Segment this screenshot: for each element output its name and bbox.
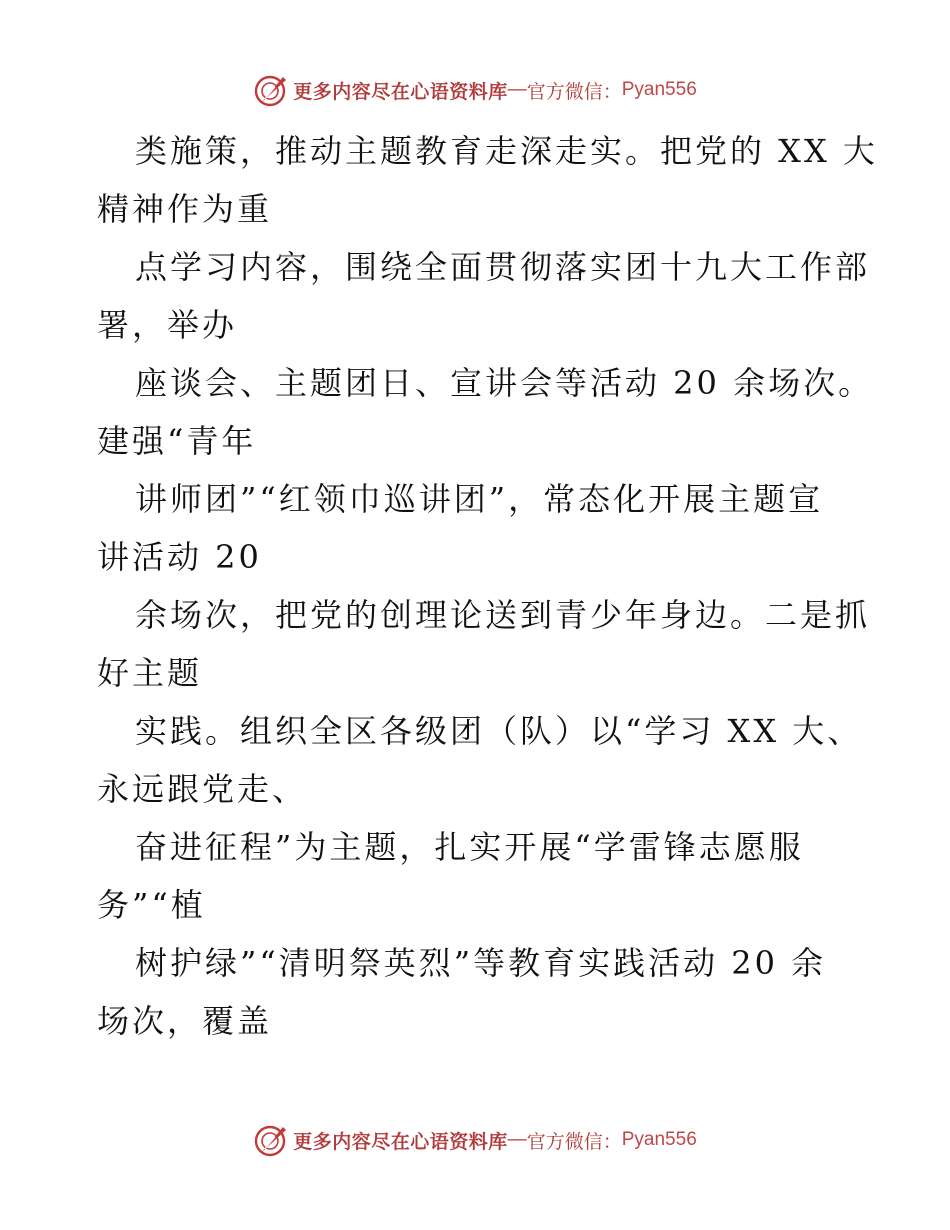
body-line: 场次，覆盖	[97, 1002, 273, 1040]
header-wechat-label: 官方微信：	[526, 80, 622, 103]
footer-site-text: 更多内容尽在心语资料库	[293, 1130, 508, 1153]
footer-banner	[0, 1120, 950, 1160]
body-line: 讲活动 20	[97, 538, 262, 576]
header-banner	[0, 70, 950, 110]
body-line: 讲师团”“红领巾巡讲团”，常态化开展主题宣	[135, 480, 824, 518]
header-dash: —	[507, 79, 527, 100]
body-line: 奋进征程”为主题，扎实开展“学雷锋志愿服	[135, 828, 804, 866]
body-line: 署，举办	[97, 306, 238, 344]
body-line: 座谈会、主题团日、宣讲会等活动 20 余场次。	[135, 364, 874, 402]
body-line: 实践。组织全区各级团（队）以“学习 XX 大、	[135, 712, 863, 750]
header-wechat-id: Pyan556	[621, 79, 697, 100]
body-line: 永远跟党走、	[97, 770, 308, 808]
body-line: 精神作为重	[97, 190, 273, 228]
quill-logo-icon	[253, 1122, 289, 1158]
footer-wechat-label: 官方微信：	[526, 1130, 622, 1153]
quill-logo-icon	[253, 72, 289, 108]
body-line: 余场次，把党的创理论送到青少年身边。二是抓	[135, 596, 871, 634]
body-line: 点学习内容，围绕全面贯彻落实团十九大工作部	[135, 248, 871, 286]
body-line: 建强“青年	[97, 422, 257, 460]
footer-dash: —	[507, 1129, 527, 1150]
header-site-text: 更多内容尽在心语资料库	[293, 80, 508, 103]
body-line: 好主题	[97, 654, 203, 692]
body-line: 树护绿”“清明祭英烈”等教育实践活动 20 余	[135, 944, 827, 982]
footer-wechat-id: Pyan556	[621, 1129, 697, 1150]
body-line: 类施策，推动主题教育走深走实。把党的 XX 大	[135, 132, 878, 170]
body-line: 务”“植	[97, 886, 206, 924]
document-body	[97, 122, 878, 1050]
